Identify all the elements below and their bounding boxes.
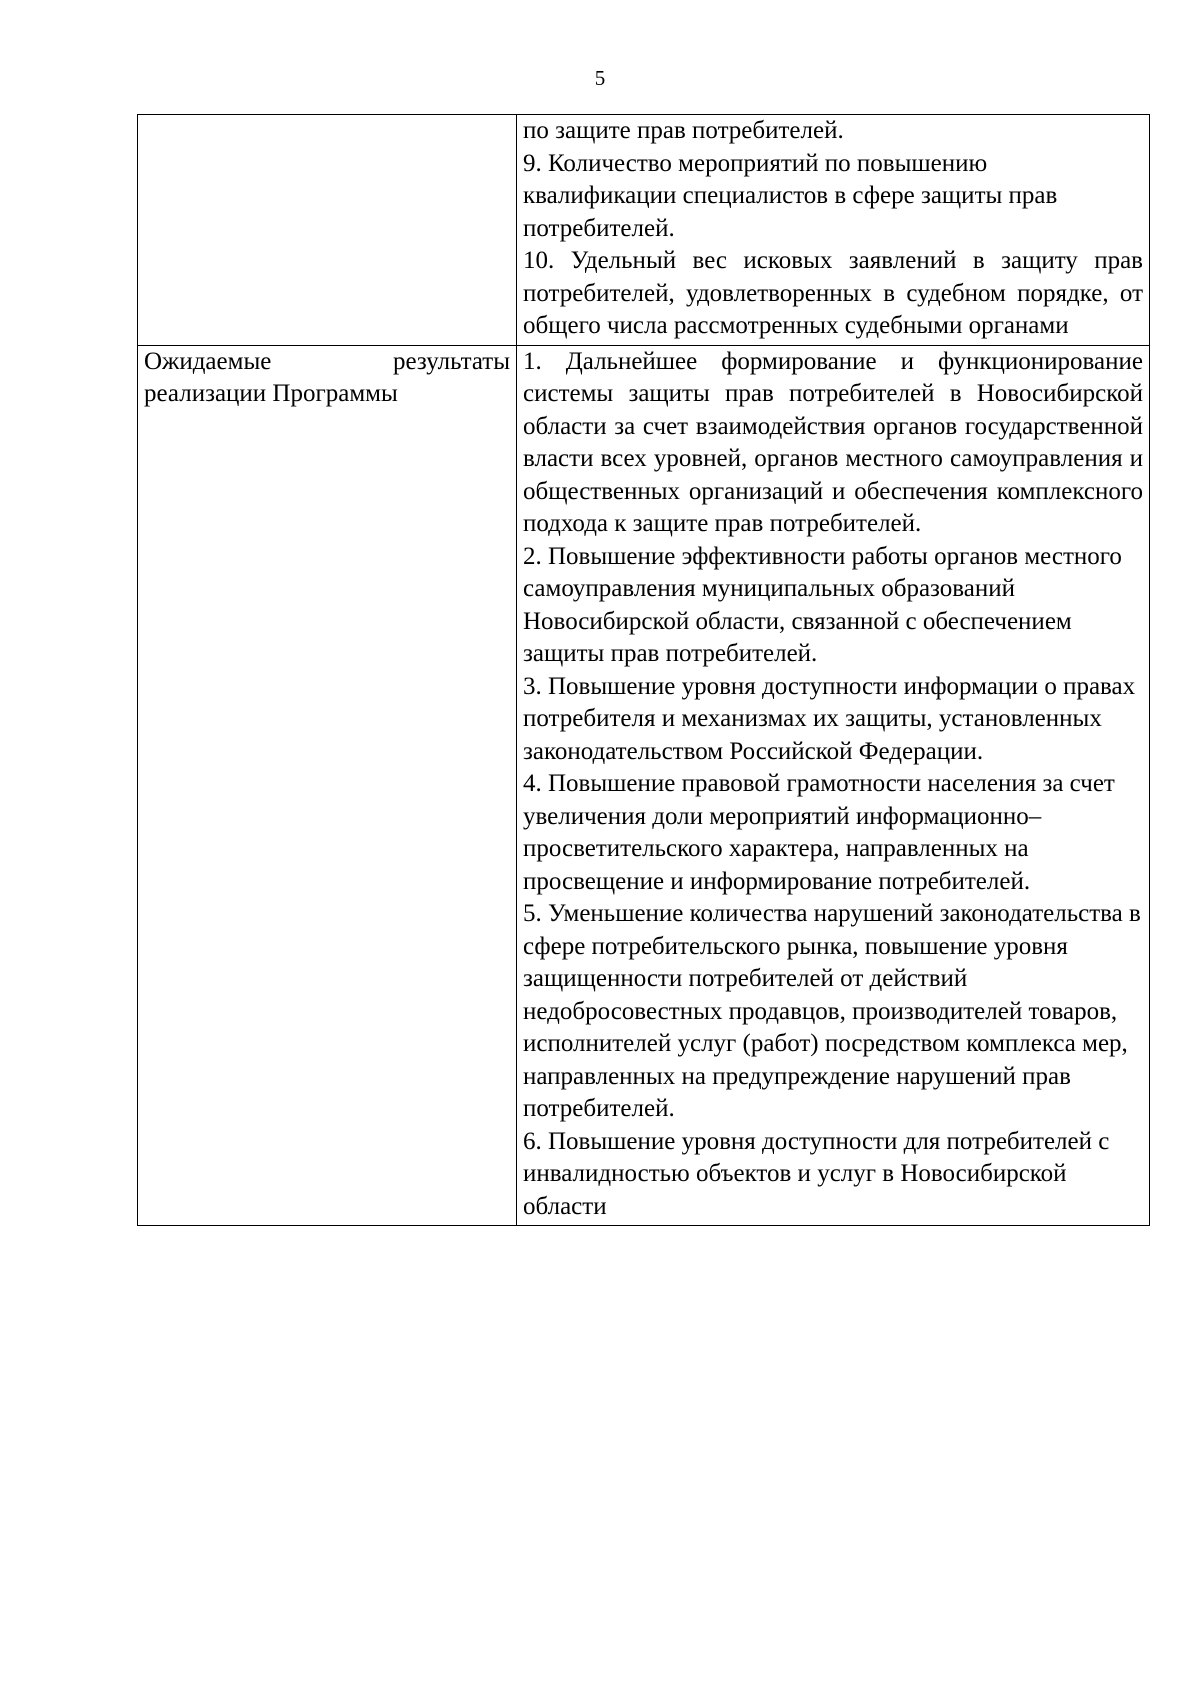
content-paragraph: 5. Уменьшение количества нарушений законодательства в сфере потребительского рынка, повышение уровня защищенности потребителей от действий недобросовестных продавцов, производителей товаров, исполнителей услуг (работ) посредством комплекса мер, направленных на предупреждение нарушений прав потребителей. — [523, 900, 1141, 1122]
table-row — [138, 345, 1150, 1226]
table-body — [138, 115, 1150, 1226]
content-paragraph: 2. Повышение эффективности работы органов местного самоуправления муниципальных образований Новосибирской области, связанной с обеспечением защиты прав потребителей. — [523, 542, 1122, 667]
content-paragraph: 4. Повышение правовой грамотности населения за счет увеличения доли мероприятий информационно–просветительского характера, направленных на просвещение и информирование потребителей. — [523, 770, 1115, 895]
content-paragraph: 10. Удельный вес исковых заявлений в защиту прав потребителей, удовлетворенных в судебном порядке, от общего числа рассмотренных судебными органами — [523, 247, 1143, 339]
content-paragraph: 3. Повышение уровня доступности информации о правах потребителя и механизмах их защиты, установленных законодательством Российской Федерации. — [523, 672, 1136, 765]
row-label-cell: Ожидаемые результаты реализации Программы — [138, 345, 517, 1226]
content-paragraph: 6. Повышение уровня доступности для потребителей с инвалидностью объектов и услуг в Новосибирской области — [523, 1127, 1110, 1220]
content-paragraph: по защите прав потребителей. — [523, 117, 844, 144]
row-content-cell — [517, 345, 1150, 1226]
row-label-cell — [138, 115, 517, 346]
table-row — [138, 115, 1150, 346]
page-number: 5 — [594, 66, 606, 90]
content-paragraph: 1. Дальнейшее формирование и функционирование системы защиты прав потребителей в Новосибирской области за счет взаимодействия органов государственной власти всех уровней, органов местного самоуправления и общественных организаций и обеспечения комплексного подхода к защите прав потребителей. — [523, 347, 1143, 537]
program-passport-table — [137, 114, 1150, 1226]
content-paragraph: 9. Количество мероприятий по повышению квалификации специалистов в сфере защиты прав потребителей. — [523, 149, 1058, 242]
row-content-cell — [517, 115, 1150, 346]
